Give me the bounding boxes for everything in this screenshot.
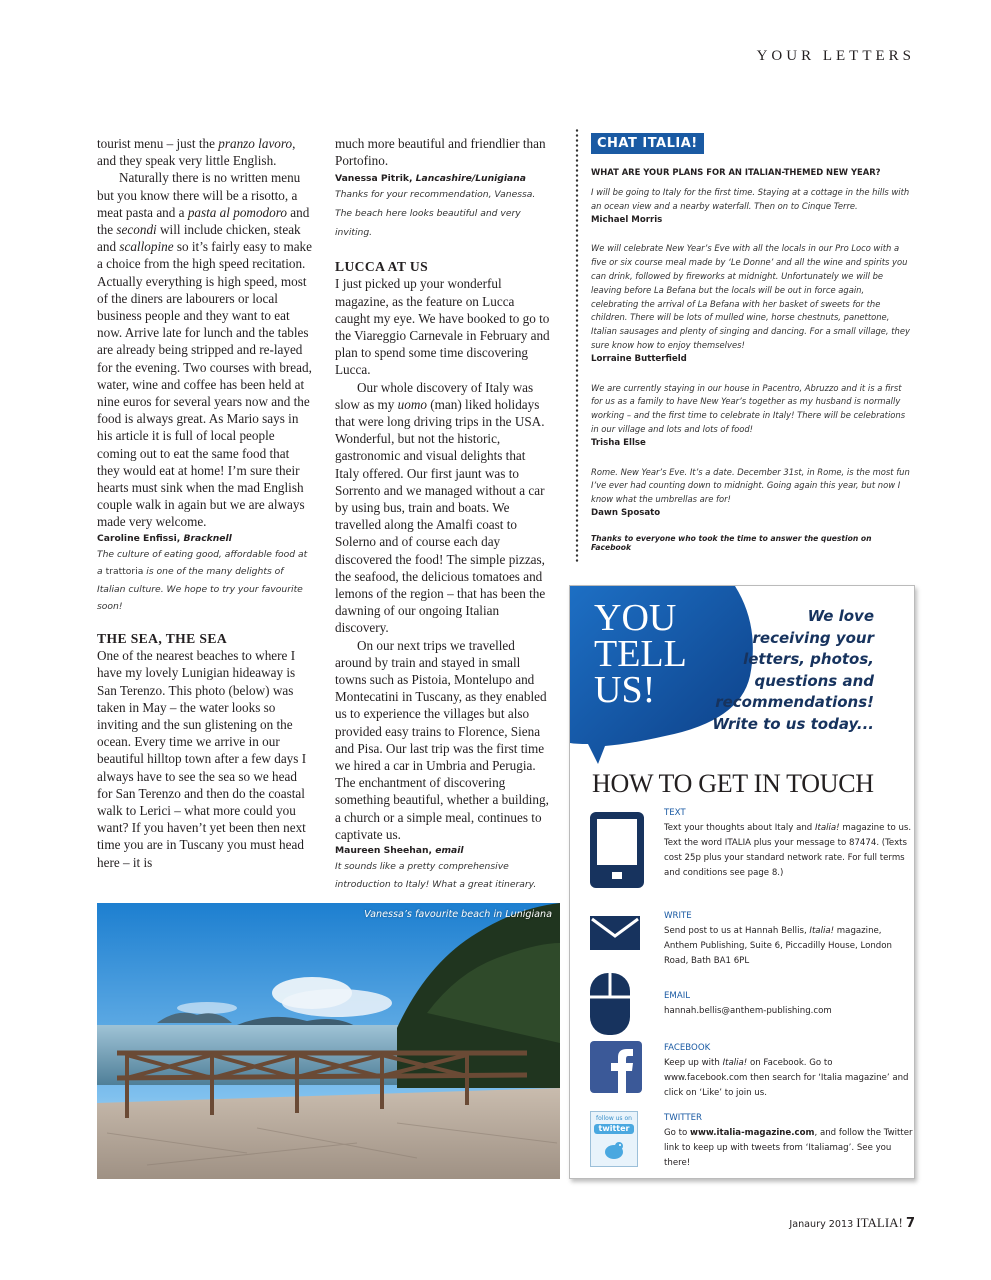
dotted-divider <box>575 128 579 564</box>
photo-caption: Vanessa’s favourite beach in Lunigiana <box>364 909 552 920</box>
letter-paragraph: Naturally there is no written menu but you know there will be a risotto, a meat pasta and a pasta al pomodoro and the secondi will include chicken, steak and scallopine so it’s fairly easy to make a choice from the high speed recitation. Actually everything is high speed, most of the diners are labourers or local business people and they want to eat now. Arrive late for lunch and the tables are already being stripped and re-layed for the evening. Two courses with bread, water, wine and coffee has been held at nine euros for several years now and the food is always great. As Mario says in his article it is full of local people coming out to eat the same food that they would eat at home! I’m sure their hearts must sink when the mad English couple walk in again but we are always made very welcome. <box>97 170 312 530</box>
contact-email: EMAIL hannah.bellis@anthem-publishing.com <box>664 991 832 1016</box>
facebook-icon <box>590 1041 642 1098</box>
contact-facebook: FACEBOOK Keep up with Italia! on Facebook. Go to www.facebook.com then search for ‘Italia magazine’ and click on ‘Like’ to join us. <box>664 1043 909 1098</box>
letter-paragraph: tourist menu – just the pranzo lavoro, and they speak very little English. <box>97 136 296 169</box>
issue-date: Janaury 2013 <box>789 1219 854 1230</box>
chat-answer: Rome. New Year’s Eve. It’s a date. December 31st, in Rome, is the most fun I’ve ever had counting down to midnight. Going again this year, but now I know what the umbrellas are for! <box>591 466 910 505</box>
page-number: 7 <box>905 1216 915 1231</box>
chat-answer: We will celebrate New Year’s Eve with all the locals in our Pro Loco with a five or six course meal made by ‘Le Donne’ and all the wine and spirits you can drink, followed by fireworks at midnight. Unfortunately we will be leaving before La Befana but the locals will be out in force again, celebrating the arrival of La Befana with her basket of sweets for the children. There will be lots of mulled wine, horse chestnuts, panettone, Italian sausages and plenty of singing and dancing. For a small village, they sure know how to enjoy themselves! <box>591 243 910 350</box>
twitter-icon: follow us on twitter <box>590 1111 638 1167</box>
editor-reply: Thanks for your recommendation, Vanessa. The beach here looks beautiful and very inviting. <box>335 189 536 238</box>
letters-column-1 <box>97 135 313 871</box>
beach-illustration <box>97 903 560 1179</box>
contact-write: WRITE Send post to us at Hannah Bellis, Italia! magazine, Anthem Publishing, Suite 6, Piccadilly House, London Road, Bath BA1 6PL <box>664 911 892 966</box>
editor-reply: The culture of eating good, affordable food at a trattoria is one of the many delights of Italian culture. We hope to try your favourite soon! <box>97 548 308 613</box>
envelope-icon <box>590 916 640 955</box>
letter-signature: Caroline Enfissi, Bracknell <box>97 532 232 544</box>
chat-answer: We are currently staying in our house in Pacentro, Abruzzo and it is a first for us as a family to have New Year’s together as my husband is normally working – and the first time to celebrate in Italy! There will be celebrations in our village and lots and lots of food! <box>591 382 906 434</box>
chat-italia-title: CHAT ITALIA! <box>591 133 704 154</box>
letter-paragraph: On our next trips we travelled around by train and stayed in small towns such as Pistoia, Montelupo and Montecatini in Tuscany, as they enabled us to experience the villages but also provided easy trains to Florence, Siena and Pisa. Our last trip was the first time we hired a car in Umbria and Perugia. The enchantment of discovering something beautiful, whether a building, a church or a simple meal, continues to captivate us. <box>335 637 549 842</box>
chat-question: WHAT ARE YOUR PLANS FOR AN ITALIAN-THEMED NEW YEAR? <box>591 167 881 177</box>
letter-paragraph: Our whole discovery of Italy was slow as my uomo (man) liked holidays that were long driving trips in the USA. Wonderful, but not the historic, gastronomic and visual delights that Italy offered. Our first jaunt was to Sorrento and we managed without a car by using bus, train and boats. We travelled along the Amalfi coast to Solerno and of course each day discovered the food! The simple pizzas, the seafood, the delicious tomatoes and lemons of the region – that has been the dawning of our ongoing Italian discovery. <box>335 379 546 636</box>
contact-twitter: TWITTER Go to www.italia-magazine.com, and follow the Twitter link to keep up with tweets from ‘Italiamag’. See you there! <box>664 1113 913 1168</box>
letter-signature: Vanessa Pitrik, Lancashire/Lunigiana <box>335 173 526 185</box>
chat-author: Michael Morris <box>591 214 663 225</box>
letter-heading: LUCCA AT US <box>335 259 429 275</box>
chat-author: Lorraine Butterfield <box>591 353 687 364</box>
mobile-phone-icon <box>590 812 644 893</box>
bubble-text: YOU TELL US! <box>594 597 687 711</box>
letter-heading: THE SEA, THE SEA <box>97 631 228 647</box>
section-label: YOUR LETTERS <box>756 48 915 64</box>
letter-paragraph: much more beautiful and friendlier than Portofino. <box>335 136 546 169</box>
chat-author: Trisha Ellse <box>591 437 646 448</box>
chat-author: Dawn Sposato <box>591 507 661 518</box>
letter-paragraph: One of the nearest beaches to where I have my lovely Lunigian hideaway is San Terenzo. This photo (below) was taken in May – the water looks so inviting and the sun glistening on the ocean. Every time we arrive in our beautiful hilltop town after a few days I always have to see the sea so we head for San Terenzo and then do the coastal walk to Lerici – what more could you want? If you haven’t yet been then next time you are in Tuscany you must head here – it is <box>97 648 307 870</box>
computer-mouse-icon <box>590 973 630 1040</box>
invitation-text: We love receiving your letters, photos, questions and recommendations! Write to us today... <box>712 607 874 733</box>
letter-signature: Maureen Sheehan, email <box>335 845 464 857</box>
letters-column-2 <box>335 135 551 893</box>
chat-thanks: Thanks to everyone who took the time to answer the question on Facebook <box>591 533 872 552</box>
letter-paragraph: I just picked up your wonderful magazine, as the feature on Lucca caught my eye. We have booked to go to the Viareggio Carnevale in February and plan to spend some time discovering Lucca. <box>335 276 550 378</box>
editor-reply: It sounds like a pretty comprehensive introduction to Italy! What a great itinerary. <box>335 861 537 890</box>
website-link[interactable]: www.italia-magazine.com <box>690 1128 815 1138</box>
contact-box <box>569 585 915 1179</box>
contact-text: TEXT Text your thoughts about Italy and Italia! magazine to us. Text the word ITALIA plus your message to 87474. (Texts cost 25p plus your standard network rate. For full terms and conditions see page 8.) <box>664 808 912 878</box>
page-footer <box>789 1215 915 1231</box>
how-to-get-in-touch-heading: HOW TO GET IN TOUCH <box>592 769 874 798</box>
chat-answer: I will be going to Italy for the first time. Staying at a cottage in the hills with an ocean view and a nearby waterfall. Then on to Cinque Terre. <box>591 187 910 211</box>
beach-photo <box>97 903 560 1179</box>
chat-italia-panel <box>591 167 913 552</box>
magazine-name: ITALIA! <box>856 1215 903 1230</box>
